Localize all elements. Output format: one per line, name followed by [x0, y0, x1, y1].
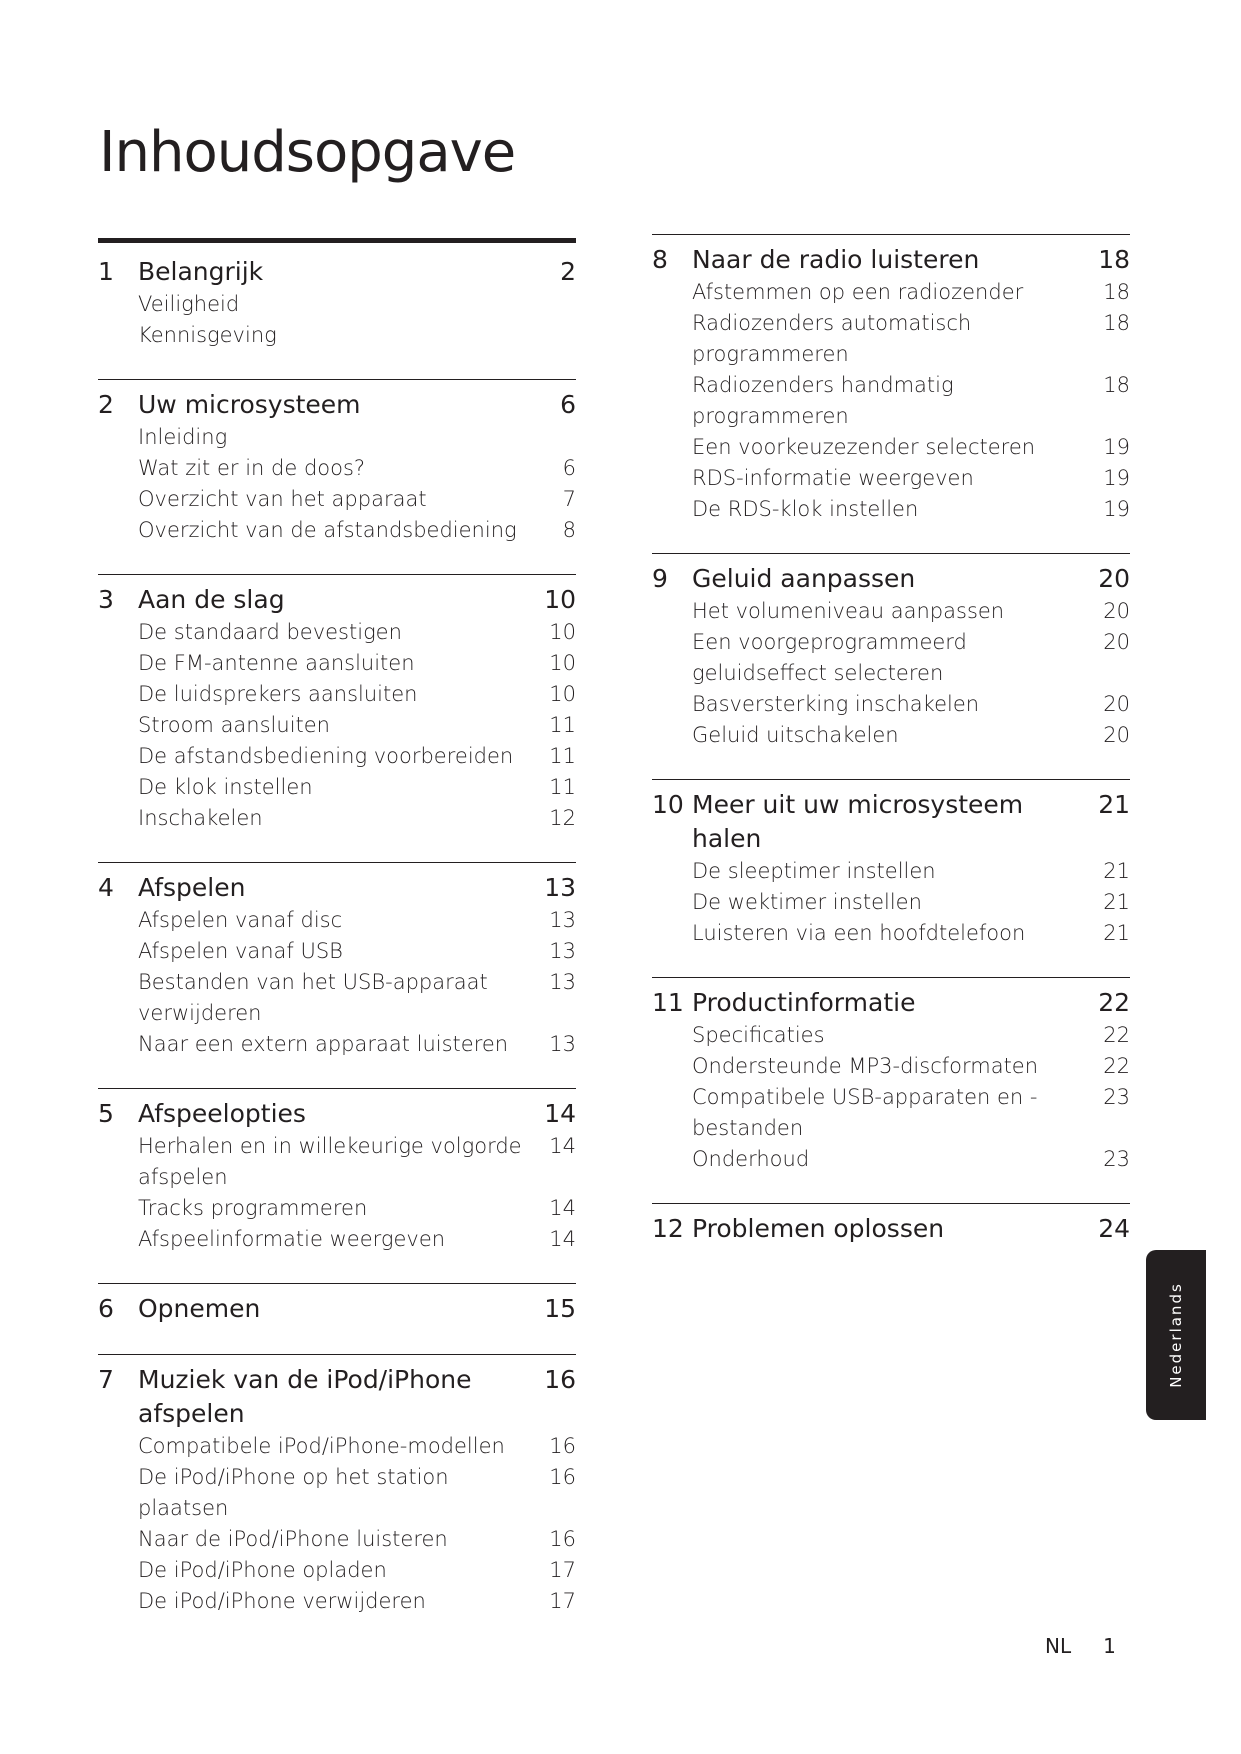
section-divider: [98, 862, 576, 863]
toc-section: [652, 1203, 1130, 1246]
section-number: 1: [98, 257, 114, 286]
entry-title: Compatibele USB-apparaten en -bestanden: [692, 1085, 1038, 1140]
toc-entry[interactable]: [98, 1029, 576, 1060]
toc-section: [652, 977, 1130, 1175]
section-page: 16: [544, 1365, 576, 1394]
toc-entry[interactable]: [98, 515, 576, 546]
entry-page: 18: [1103, 373, 1130, 397]
footer-language: NL: [1045, 1634, 1072, 1658]
entry-title: De iPod/iPhone verwijderen: [138, 1589, 426, 1613]
toc-entry[interactable]: [98, 679, 576, 710]
section-page: 2: [560, 257, 576, 286]
entry-title: De klok instellen: [138, 775, 313, 799]
entry-title: Tracks programmeren: [138, 1196, 368, 1220]
toc-entry[interactable]: [98, 1431, 576, 1462]
title-rule: [98, 238, 576, 243]
entry-page: 19: [1103, 497, 1130, 521]
entry-page: 17: [549, 1558, 576, 1582]
section-number: 10: [652, 790, 684, 819]
section-title: Muziek van de iPod/iPhone afspelen: [138, 1365, 472, 1428]
entry-title: Een voorkeuzezender selecteren: [692, 435, 1036, 459]
entry-title: Luisteren via een hoofdtelefoon: [692, 921, 1026, 945]
toc-section: [98, 255, 576, 351]
entry-title: Geluid uitschakelen: [692, 723, 899, 747]
section-divider: [98, 1283, 576, 1284]
language-tab-label: Nederlands: [1167, 1282, 1185, 1388]
entry-title: Compatibele iPod/iPhone-modellen: [138, 1434, 505, 1458]
toc-entry[interactable]: [652, 1020, 1130, 1051]
entry-title: De FM-antenne aansluiten: [138, 651, 415, 675]
toc-entry[interactable]: [98, 320, 576, 351]
entry-title: Naar de iPod/iPhone luisteren: [138, 1527, 448, 1551]
entry-title: De iPod/iPhone opladen: [138, 1558, 387, 1582]
section-title: Productinformatie: [692, 988, 916, 1017]
section-heading[interactable]: [652, 243, 1130, 277]
section-divider: [98, 379, 576, 380]
section-page: 10: [544, 585, 576, 614]
entry-title: De luidsprekers aansluiten: [138, 682, 418, 706]
entry-page: 17: [549, 1589, 576, 1613]
footer-page-number: 1: [1103, 1634, 1116, 1658]
entry-title: Afstemmen op een radiozender: [692, 280, 1024, 304]
section-number: 11: [652, 988, 684, 1017]
toc-entry[interactable]: [652, 918, 1130, 949]
toc-section: [652, 234, 1130, 525]
section-title: Afspelen: [138, 873, 246, 902]
section-page: 22: [1098, 988, 1130, 1017]
entry-title: Veiligheid: [138, 292, 240, 316]
toc-entry[interactable]: [98, 1524, 576, 1555]
entry-title: Inleiding: [138, 425, 228, 449]
entry-page: 11: [549, 775, 576, 799]
toc-entry[interactable]: [652, 1144, 1130, 1175]
section-divider: [652, 779, 1130, 780]
entry-page: 20: [1103, 692, 1130, 716]
section-page: 24: [1098, 1214, 1130, 1243]
toc-entry[interactable]: [652, 308, 1130, 370]
toc-entry[interactable]: [652, 1082, 1130, 1144]
toc-entry[interactable]: [98, 905, 576, 936]
section-number: 4: [98, 873, 114, 902]
entry-title: Stroom aansluiten: [138, 713, 330, 737]
section-heading[interactable]: [98, 388, 576, 422]
section-page: 13: [544, 873, 576, 902]
toc-entry[interactable]: [652, 887, 1130, 918]
entry-page: 13: [549, 1032, 576, 1056]
section-page: 20: [1098, 564, 1130, 593]
entry-page: 13: [549, 908, 576, 932]
section-title: Afspeelopties: [138, 1099, 306, 1128]
entry-page: 22: [1103, 1054, 1130, 1078]
toc-entry[interactable]: [98, 1586, 576, 1617]
toc-entry[interactable]: [98, 1462, 576, 1524]
entry-page: 10: [549, 620, 576, 644]
toc-entry[interactable]: [98, 617, 576, 648]
entry-page: 14: [549, 1134, 576, 1158]
entry-page: 14: [549, 1227, 576, 1251]
entry-page: 22: [1103, 1023, 1130, 1047]
language-tab: [1146, 1250, 1206, 1420]
section-page: 18: [1098, 245, 1130, 274]
toc-entry[interactable]: [652, 1051, 1130, 1082]
section-number: 6: [98, 1294, 114, 1323]
entry-title: Afspeelinformatie weergeven: [138, 1227, 446, 1251]
section-heading[interactable]: [652, 788, 1130, 856]
section-title: Opnemen: [138, 1294, 261, 1323]
section-divider: [98, 1354, 576, 1355]
entry-page: 8: [562, 518, 576, 542]
page-title: Inhoudsopgave: [99, 120, 516, 185]
entry-page: 7: [562, 487, 576, 511]
entry-title: Overzicht van de afstandsbediening: [138, 518, 517, 542]
toc-entry[interactable]: [98, 453, 576, 484]
section-divider: [652, 1203, 1130, 1204]
entry-title: Specificaties: [692, 1023, 825, 1047]
section-title: Naar de radio luisteren: [692, 245, 980, 274]
entry-title: Overzicht van het apparaat: [138, 487, 427, 511]
section-number: 2: [98, 390, 114, 419]
section-heading[interactable]: [652, 986, 1130, 1020]
section-heading[interactable]: [98, 1292, 576, 1326]
toc-section: [98, 1088, 576, 1255]
toc-entry[interactable]: [652, 856, 1130, 887]
section-title: Belangrijk: [138, 257, 264, 286]
toc-entry[interactable]: [652, 463, 1130, 494]
section-heading[interactable]: [98, 255, 576, 289]
section-page: 6: [560, 390, 576, 419]
section-page: 21: [1098, 790, 1130, 819]
entry-page: 11: [549, 713, 576, 737]
entry-title: De sleeptimer instellen: [692, 859, 936, 883]
toc-section: [98, 1354, 576, 1617]
section-title: Geluid aanpassen: [692, 564, 916, 593]
entry-page: 10: [549, 651, 576, 675]
entry-page: 19: [1103, 435, 1130, 459]
entry-title: De RDS-klok instellen: [692, 497, 919, 521]
entry-title: Wat zit er in de doos?: [138, 456, 366, 480]
toc-entry[interactable]: [98, 741, 576, 772]
entry-title: Ondersteunde MP3-discformaten: [692, 1054, 1039, 1078]
toc-section: [98, 379, 576, 546]
toc-entry[interactable]: [652, 370, 1130, 432]
section-heading[interactable]: [652, 1212, 1130, 1246]
toc-section: [652, 553, 1130, 751]
entry-page: 10: [549, 682, 576, 706]
entry-page: 13: [549, 939, 576, 963]
entry-page: 21: [1103, 890, 1130, 914]
section-number: 5: [98, 1099, 114, 1128]
toc-entry[interactable]: [98, 648, 576, 679]
toc-entry[interactable]: [98, 710, 576, 741]
section-page: 15: [544, 1294, 576, 1323]
section-heading[interactable]: [98, 1097, 576, 1131]
section-title: Problemen oplossen: [692, 1214, 945, 1243]
toc-section: [98, 862, 576, 1060]
toc-entry[interactable]: [652, 432, 1130, 463]
entry-page: 20: [1103, 723, 1130, 747]
entry-title: Radiozenders automatisch programmeren: [692, 311, 972, 366]
entry-page: 18: [1103, 311, 1130, 335]
entry-title: Naar een extern apparaat luisteren: [138, 1032, 509, 1056]
entry-page: 11: [549, 744, 576, 768]
toc-entry[interactable]: [652, 720, 1130, 751]
section-number: 8: [652, 245, 668, 274]
toc-entry[interactable]: [98, 936, 576, 967]
toc-entry[interactable]: [652, 277, 1130, 308]
entry-title: Kennisgeving: [138, 323, 277, 347]
section-page: 14: [544, 1099, 576, 1128]
section-divider: [652, 553, 1130, 554]
entry-page: 23: [1103, 1085, 1130, 1109]
toc-section: [652, 779, 1130, 949]
toc-left-column: [98, 238, 576, 1645]
entry-page: 13: [549, 970, 576, 994]
entry-title: Een voorgeprogrammeerd geluidseffect selecteren: [692, 630, 967, 685]
section-title: Uw microsysteem: [138, 390, 361, 419]
toc-section: [98, 1283, 576, 1326]
toc-entry[interactable]: [98, 289, 576, 320]
section-heading[interactable]: [98, 583, 576, 617]
entry-title: Inschakelen: [138, 806, 263, 830]
toc-entry[interactable]: [98, 967, 576, 1029]
toc-entry[interactable]: [652, 689, 1130, 720]
toc-entry[interactable]: [98, 1193, 576, 1224]
entry-page: 23: [1103, 1147, 1130, 1171]
entry-page: 16: [549, 1465, 576, 1489]
section-title: Aan de slag: [138, 585, 285, 614]
entry-page: 14: [549, 1196, 576, 1220]
entry-page: 20: [1103, 599, 1130, 623]
section-number: 9: [652, 564, 668, 593]
entry-page: 19: [1103, 466, 1130, 490]
section-divider: [652, 977, 1130, 978]
toc-section: [98, 574, 576, 834]
toc-entry[interactable]: [98, 772, 576, 803]
entry-title: Afspelen vanaf USB: [138, 939, 343, 963]
entry-title: Bestanden van het USB-apparaat verwijderen: [138, 970, 488, 1025]
section-divider: [98, 1088, 576, 1089]
entry-title: Herhalen en in willekeurige volgorde afspelen: [138, 1134, 522, 1189]
toc-entry[interactable]: [98, 1555, 576, 1586]
entry-title: Het volumeniveau aanpassen: [692, 599, 1005, 623]
entry-title: Basversterking inschakelen: [692, 692, 980, 716]
toc-entry[interactable]: [652, 627, 1130, 689]
entry-page: 12: [549, 806, 576, 830]
entry-title: RDS-informatie weergeven: [692, 466, 974, 490]
section-divider: [98, 574, 576, 575]
entry-title: De iPod/iPhone op het station plaatsen: [138, 1465, 449, 1520]
page-footer: [1045, 1634, 1116, 1658]
section-number: 3: [98, 585, 114, 614]
section-number: 7: [98, 1365, 114, 1394]
entry-page: 18: [1103, 280, 1130, 304]
toc-right-column: [652, 234, 1130, 1274]
entry-title: De wektimer instellen: [692, 890, 922, 914]
entry-title: Onderhoud: [692, 1147, 810, 1171]
section-title: Meer uit uw microsysteem halen: [692, 790, 1024, 853]
toc-entry[interactable]: [98, 1131, 576, 1193]
toc-entry[interactable]: [652, 596, 1130, 627]
section-heading[interactable]: [98, 1363, 576, 1431]
section-heading[interactable]: [652, 562, 1130, 596]
section-divider: [652, 234, 1130, 235]
entry-page: 20: [1103, 630, 1130, 654]
entry-page: 6: [562, 456, 576, 480]
entry-page: 16: [549, 1527, 576, 1551]
section-heading[interactable]: [98, 871, 576, 905]
toc-entry[interactable]: [652, 494, 1130, 525]
entry-page: 21: [1103, 921, 1130, 945]
toc-entry[interactable]: [98, 1224, 576, 1255]
toc-entry[interactable]: [98, 484, 576, 515]
entry-title: De afstandsbediening voorbereiden: [138, 744, 514, 768]
entry-page: 16: [549, 1434, 576, 1458]
toc-entry[interactable]: [98, 422, 576, 453]
entry-title: De standaard bevestigen: [138, 620, 402, 644]
entry-page: 21: [1103, 859, 1130, 883]
entry-title: Radiozenders handmatig programmeren: [692, 373, 954, 428]
section-number: 12: [652, 1214, 684, 1243]
entry-title: Afspelen vanaf disc: [138, 908, 343, 932]
toc-entry[interactable]: [98, 803, 576, 834]
